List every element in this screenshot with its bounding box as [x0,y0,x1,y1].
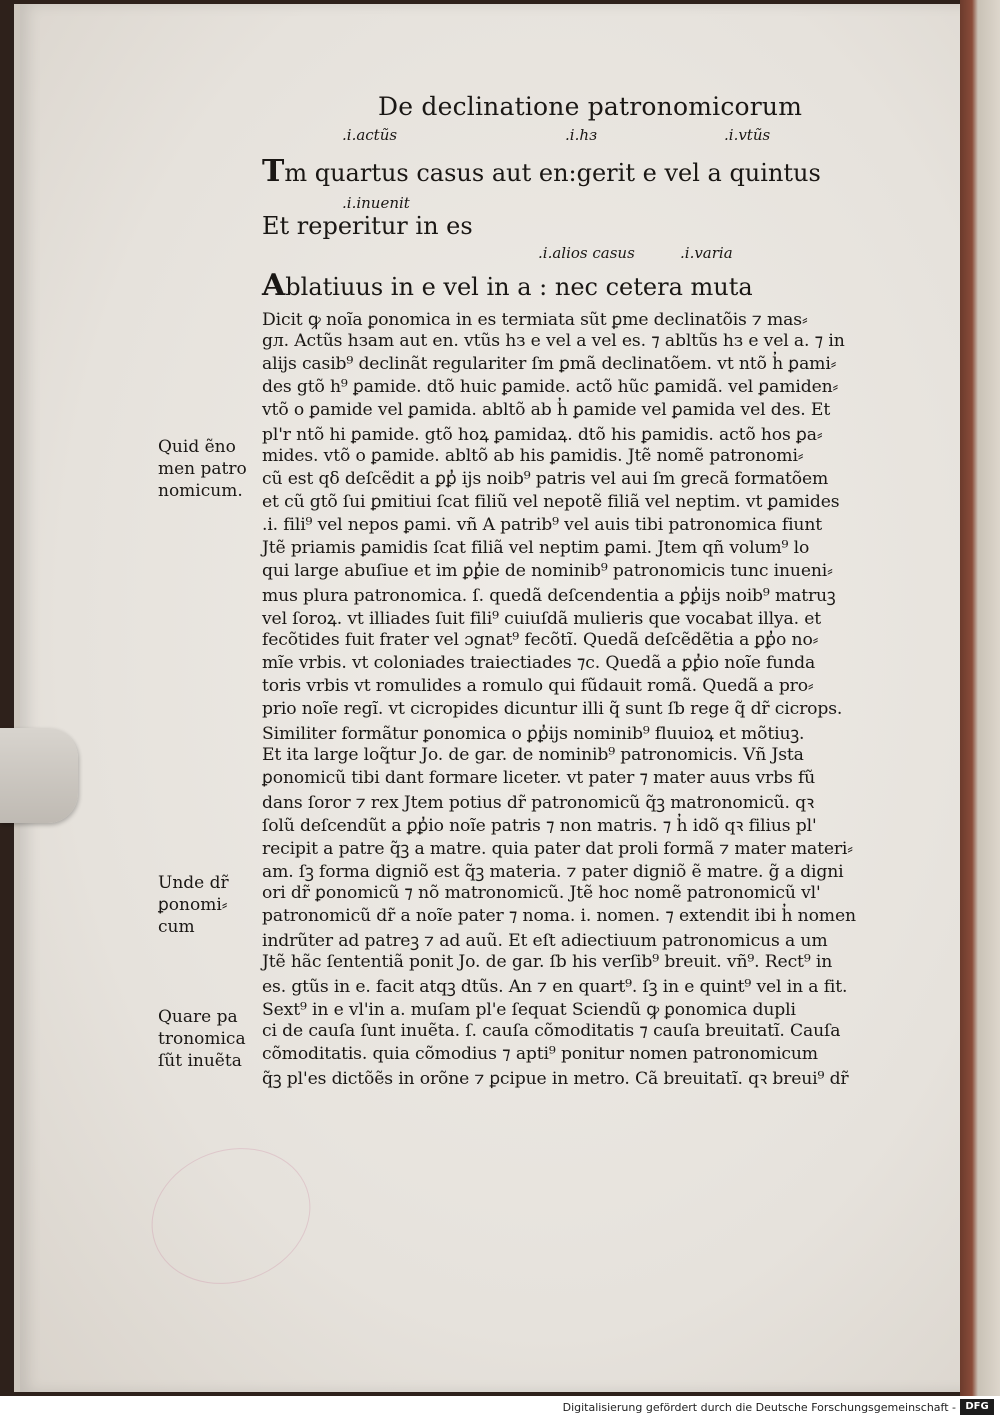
body-line: q̃ꝫ pl'es dictõẽs in orõne ⁊ ꝑcipue in metro. Cã breuitatĩ. qꝛ breui⁹ dr̃ [262,1069,849,1089]
body-line: fecõtides fuit frater vel ɔgnat⁹ fecõtĩ. Quedã deſcẽdẽtia a ꝑꝑ̓o no⸗ [262,630,819,650]
gloss-word: .i.inuenit [342,194,410,212]
body-line: ꝑonomicũ tibi dant formare liceter. vt pater ⁊ mater auus vrbs fũ [262,768,816,788]
verse-line-1 [262,154,821,189]
margin-note-2: Unde dr̃ ꝑonomi⸗ cum [158,873,229,937]
body-line: mides. vtõ o ꝑamide. abltõ ab his ꝑamidis. Jtẽ nomẽ patronomi⸗ [262,446,804,466]
body-line: vel ſoroꝝ. vt illiades ſuit fili⁹ cuiuſdã mulieris que vocabat illya. et [262,609,822,629]
body-line: es. gtũs in e. facit atqꝫ dtũs. An ⁊ en quart⁹. ſꝫ in e quint⁹ vel in a fit. [262,977,848,997]
page-heading: De declinatione patronomicorum [378,92,803,121]
body-line: Dicit ꝙ noĩa ꝑonomica in es termiata sũt ꝑme declinatõis ⁊ mas⸗ [262,310,808,330]
body-line: cõmoditatis. quia cõmodius ⁊ apti⁹ ponitur nomen patronomicum [262,1044,818,1064]
verse-line-3 [262,268,753,303]
book-page [14,4,978,1392]
initial-capital: A [262,268,286,303]
body-line: Et ita large loq̃tur Jo. de gar. de nominib⁹ patronomicis. Vñ Jsta [262,745,804,765]
verse-text: blatiuus in e vel in a : nec cetera muta [285,273,753,301]
body-line: ci de cauſa ſunt inuẽta. ſ. cauſa cõmoditatis ⁊ cauſa breuitatĩ. Cauſa [262,1021,841,1041]
body-line: pl'r ntõ hi ꝑamide. gtõ hoꝝ ꝑamidaꝝ. dtõ his ꝑamidis. actõ hos ꝑa⸗ [262,425,823,445]
body-line: Jtẽ hãc ſententiã ponit Jo. de gar. ſb his verſib⁹ breuit. vñ⁹. Rect⁹ in [262,952,833,972]
body-line: ori dr̃ ꝑonomicũ ⁊ nõ matronomicũ. Jtẽ hoc nomẽ patronomicũ vl' [262,883,821,903]
body-line: dans ſoror ⁊ rex Jtem potius dr̃ patronomicũ q̃ꝫ matronomicũ. qꝛ [262,793,814,813]
page-edge [960,0,1000,1396]
body-line: vtõ o ꝑamide vel ꝑamida. abltõ ab h̓ ꝑamide vel ꝑamida vel des. Et [262,400,831,420]
body-line: toris vrbis vt romulides a romulo qui fũdauit romã. Quedã a pro⸗ [262,676,814,696]
body-line: alijs casib⁹ declinãt regulariter ſm ꝑmã declinatõem. vt ntõ h̓ ꝑami⸗ [262,354,837,374]
margin-note-3: Quare pa tronomica ſũt inuẽta [158,1007,246,1071]
body-line: et cũ gtõ ſui ꝑmitiui ſcat filiũ vel nepotẽ filiã vel neptim. vt ꝑamides [262,492,840,512]
body-line: mus plura patronomica. ſ. quedã deſcendentia a ꝑꝑ̓ijs noib⁹ matruꝫ [262,586,836,606]
verse-line-2: Et reperitur in es [262,212,473,240]
body-line: patronomicũ dr̃ a noĩe pater ⁊ noma. i. nomen. ⁊ extendit ibi h̓ nomen [262,906,856,926]
dfg-logo: DFG [960,1399,994,1415]
body-line: ſolũ deſcendũt a ꝑꝑ̓io noĩe patris ⁊ non matris. ⁊ h̓ idõ qꝛ filius pl' [262,816,817,836]
body-line: mĩe vrbis. vt coloniades traiectiades ⁊c. Quedã a ꝑꝑ̓io noĩe funda [262,653,816,673]
gloss-word: .i.hз [565,126,598,144]
body-line: Jtẽ priamis ꝑamidis ſcat filiã vel neptim ꝑami. Jtem qñ volum⁹ lo [262,538,810,558]
body-line: recipit a patre q̃ꝫ a matre. quia pater dat proli formã ⁊ mater materi⸗ [262,839,853,859]
body-line: des gtõ h⁹ ꝑamide. dtõ huic ꝑamide. actõ hũc ꝑamidã. vel ꝑamiden⸗ [262,377,839,397]
body-line: prio noĩe regĩ. vt cicropides dicuntur illi q̃ sunt ſb rege q̃ dr̃ cicrops. [262,699,843,719]
margin-note-1: Quid ẽno men patro nomicum. [158,437,247,501]
gloss-word: .i.alios casus [538,244,635,262]
body-line: qui large abuſiue et im ꝑꝑ̓ie de nominib⁹ patronomicis tunc inueni⸗ [262,561,833,581]
body-line: am. ſꝫ forma digniõ est q̃ꝫ materia. ⁊ pater digniõ ẽ matre. g̃ a digni [262,862,844,882]
body-line: Sext⁹ in e vl'in a. muſam pl'e ſequat Sciendũ ꝙ ꝑonomica dupli [262,1000,796,1020]
gloss-word: .i.vtũs [724,126,771,144]
initial-capital: T [262,154,285,189]
body-line: cũ est qδ deſcẽdit a ꝑꝑ̓ ijs noib⁹ patris vel aui ſm grecã formatõem [262,469,829,489]
body-line: indrũter ad patreꝫ ⁊ ad auũ. Et eſt adiectiuum patronomicus a um [262,931,828,951]
gloss-word: .i.actũs [342,126,398,144]
verse-text: m quartus casus aut en:gerit e vel a quintus [284,159,821,187]
gloss-word: .i.varia [680,244,733,262]
body-line: Similiter formãtur ꝑonomica o ꝑꝑ̓ijs nominib⁹ fluuioꝝ et mõtiuꝫ. [262,724,805,744]
body-line: .i. fili⁹ vel nepos ꝑami. vñ A patrib⁹ vel auis tibi patronomica fiunt [262,515,823,535]
footer-credit: Digitalisierung gefördert durch die Deutsche Forschungsgemeinschaft - [562,1401,956,1414]
page-clip [0,728,78,823]
body-line: gл. Actũs hзam aut en. vtũs hз e vel a vel es. ⁊ abltũs hз e vel a. ⁊ in [262,331,845,351]
